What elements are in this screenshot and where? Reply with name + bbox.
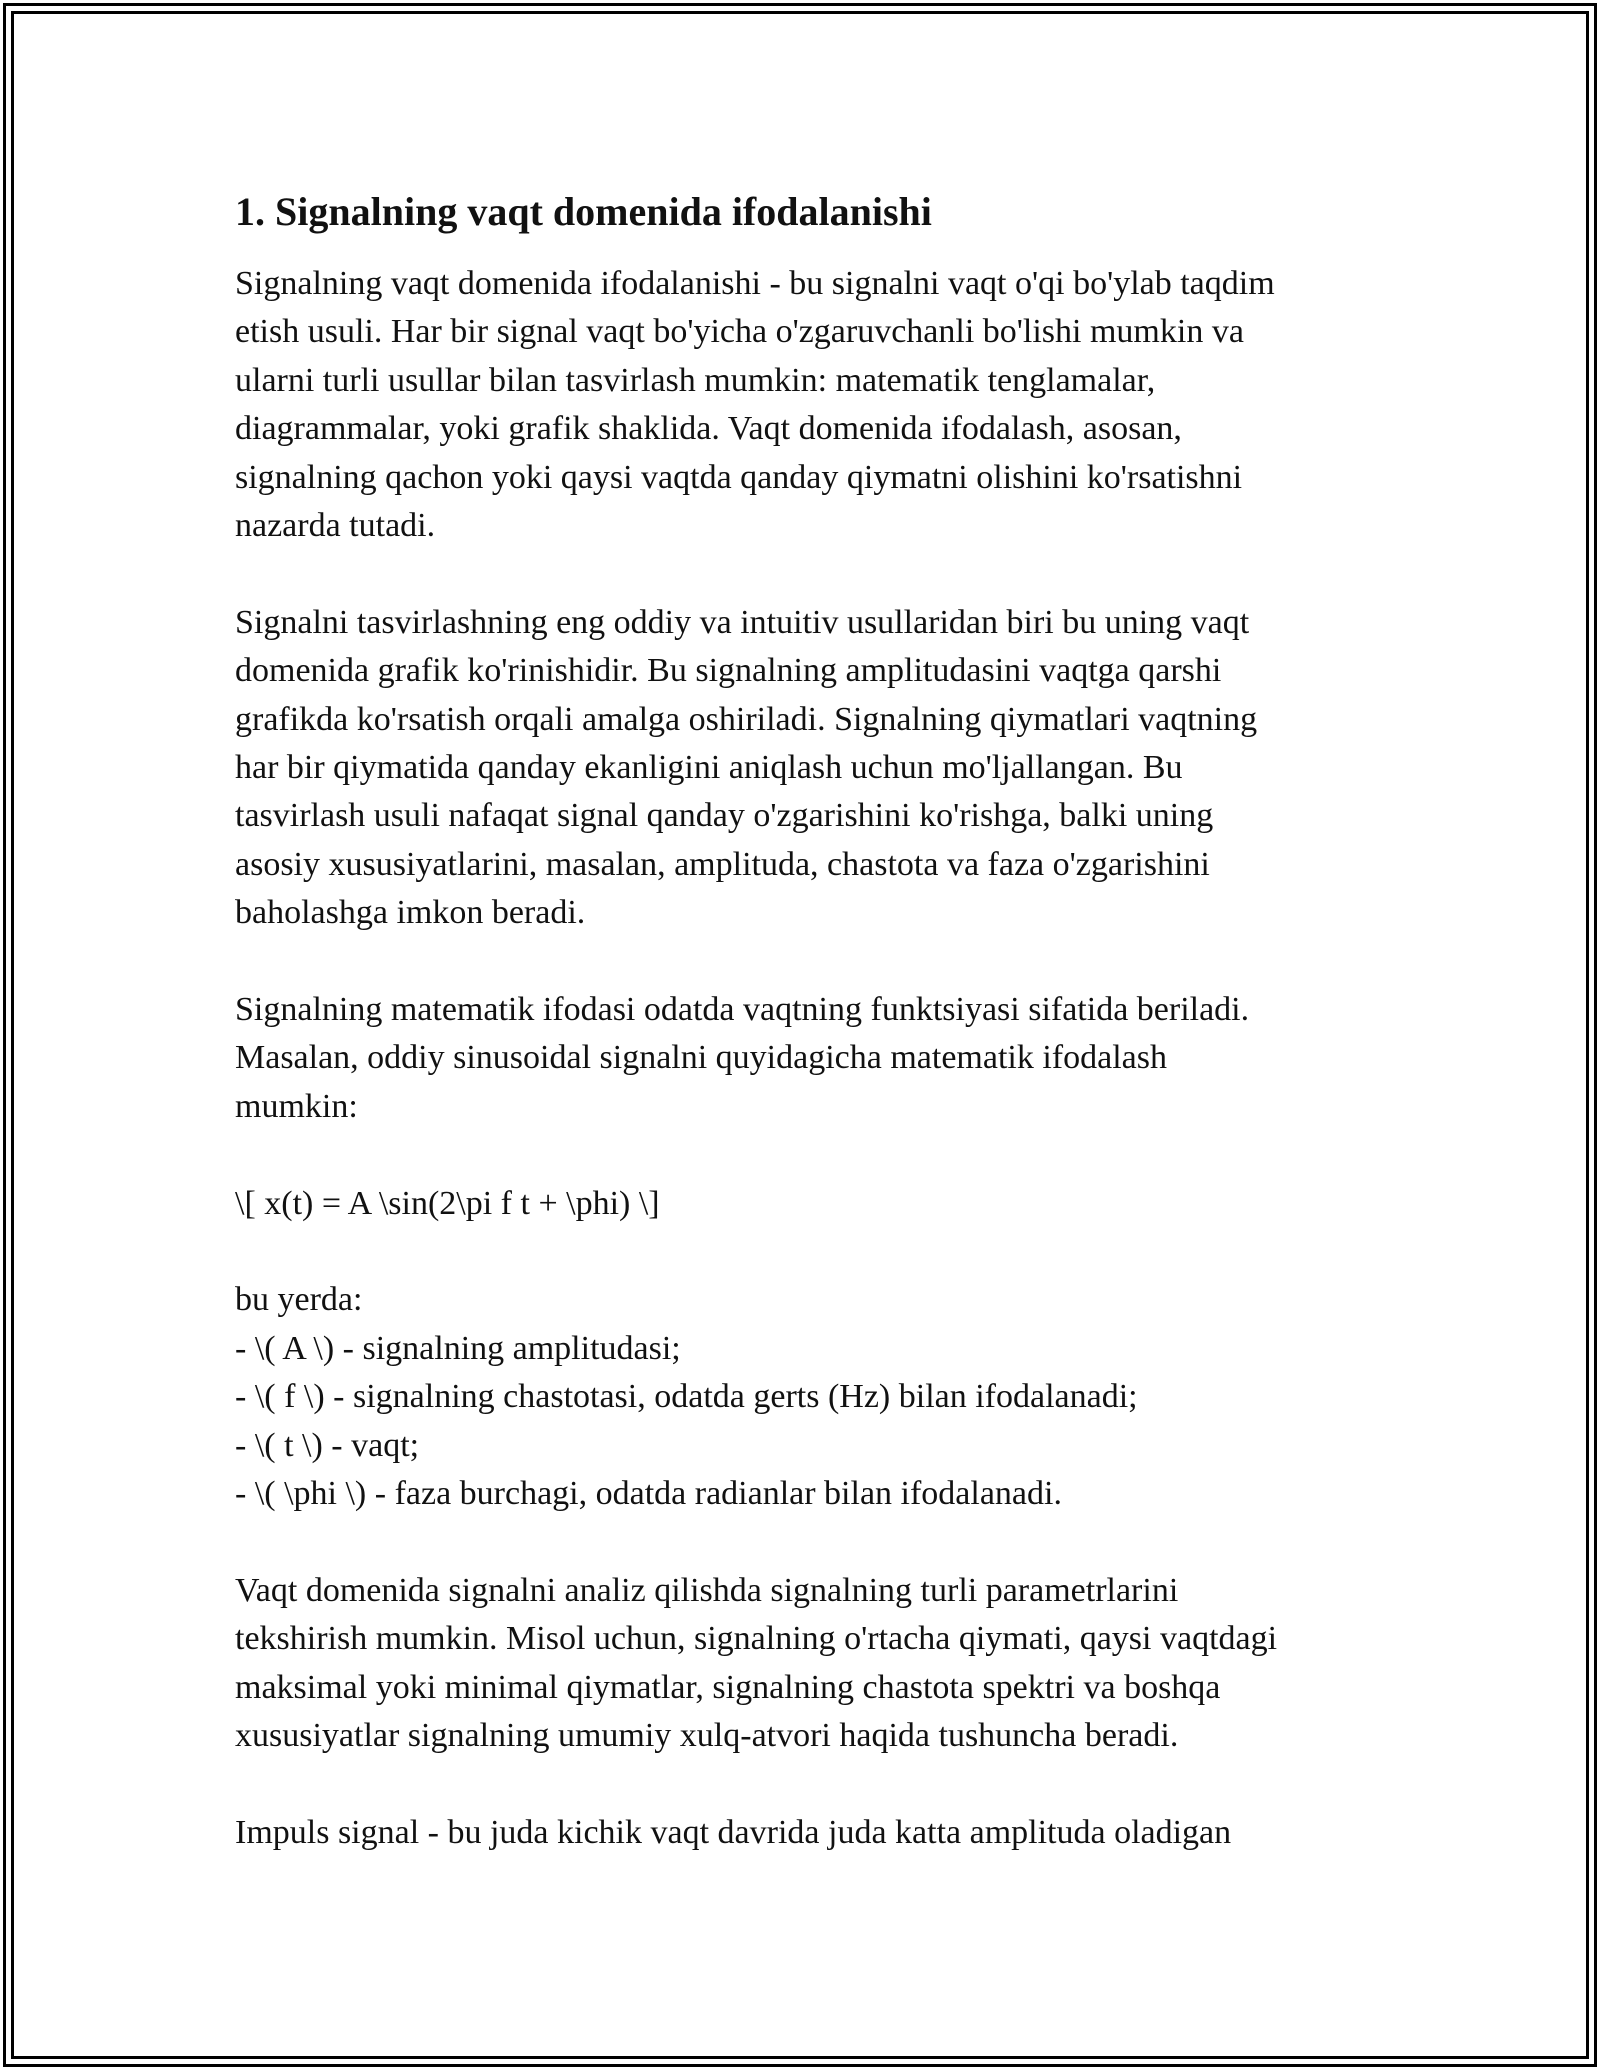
paragraph-time-domain-definition: Signalning vaqt domenida ifodalanishi - bu signalni vaqt o'qi bo'ylab taqdim etish usuli. Har bir signal vaqt bo'yicha o'zgaruvchanli bo'lishi mumkin va ularni turli usullar bilan tasvirlash mumkin: matematik tenglamalar, diagrammalar, yoki grafik shaklida. Vaqt domenida ifodalash, asosan, signalning qachon yoki qaysi vaqtda qanday qiymatni olishini ko'rsatishni nazarda tutadi. <box>235 265 1275 545</box>
section-heading: 1. Signalning vaqt domenida ifodalanishi <box>235 189 932 234</box>
variable-definitions <box>235 1276 1375 1518</box>
paragraph-time-domain-analysis: Vaqt domenida signalni analiz qilishda signalning turli parametrlarini tekshirish mumkin. Misol uchun, signalning o'rtacha qiymati, qaysi vaqtdagi maksimal yoki minimal qiymatlar, signalning chastota spektri va boshqa xususiyatlar signalning umumiy xulq-atvori haqida tushuncha beradi. <box>235 1571 1278 1755</box>
document-body <box>235 186 1375 1857</box>
paragraph-impulse-signal: Impuls signal - bu juda kichik vaqt davrida juda katta amplituda oladigan <box>235 1813 1232 1851</box>
definition-time: - \( t \) - vaqt; <box>235 1426 420 1464</box>
definition-phase: - \( \phi \) - faza burchagi, odatda radianlar bilan ifodalanadi. <box>235 1475 1062 1513</box>
definition-frequency: - \( f \) - signalning chastotasi, odatda gerts (Hz) bilan ifodalanadi; <box>235 1378 1138 1416</box>
paragraph-mathematical-expression: Signalning matematik ifodasi odatda vaqtning funktsiyasi sifatida beriladi. Masalan, oddiy sinusoidal signalni quyidagicha matematik ifodalash mumkin: <box>235 991 1250 1125</box>
formula-sinusoid: \[ x(t) = A \sin(2\pi f t + \phi) \] <box>235 1184 660 1222</box>
where-intro: bu yerda: <box>235 1281 363 1319</box>
definition-amplitude: - \( A \) - signalning amplitudasi; <box>235 1329 681 1367</box>
paragraph-graphical-representation: Signalni tasvirlashning eng oddiy va intuitiv usullaridan biri bu uning vaqt domenida grafik ko'rinishidir. Bu signalning amplitudasini vaqtga qarshi grafikda ko'rsatish orqali amalga oshiriladi. Signalning qiymatlari vaqtning har bir qiymatida qanday ekanligini aniqlash uchun mo'ljallangan. Bu tasvirlash usuli nafaqat signal qanday o'zgarishini ko'rishga, balki uning asosiy xususiyatlarini, masalan, amplituda, chastota va faza o'zgarishini baholashga imkon beradi. <box>235 603 1258 932</box>
